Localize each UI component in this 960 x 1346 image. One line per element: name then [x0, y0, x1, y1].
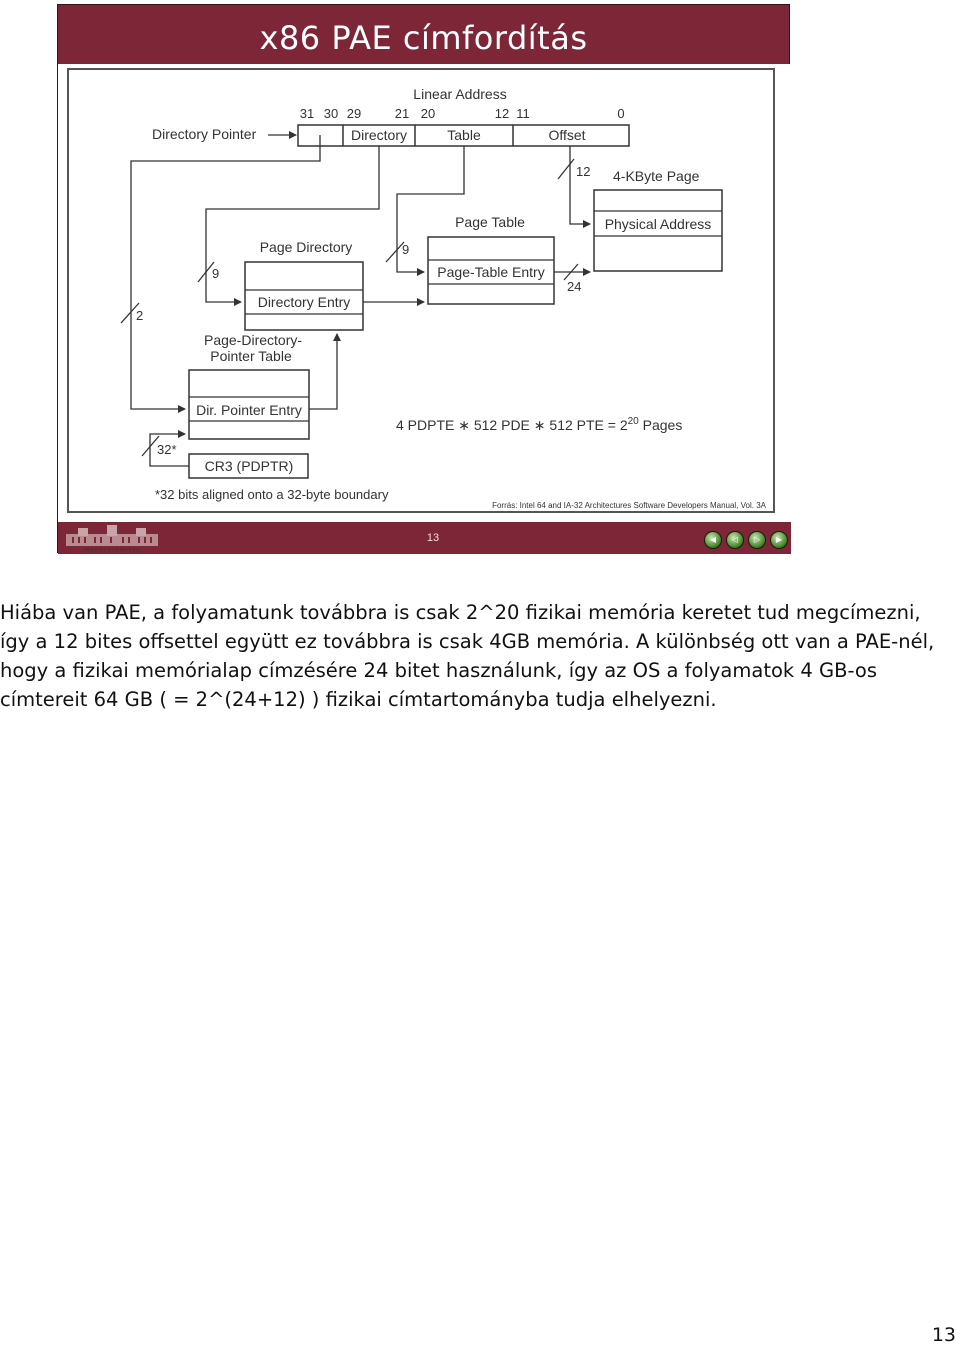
page-number: 13 [931, 1324, 956, 1346]
four-kbyte-page-label: 4-KByte Page [613, 168, 700, 184]
first-slide-icon[interactable]: ◀ [704, 531, 722, 549]
pdpt-title-line1: Page-Directory- [203, 332, 303, 348]
page-table-entry: Page-Table Entry [437, 264, 545, 280]
dir-pointer-entry: Dir. Pointer Entry [196, 402, 302, 418]
table-width-label: 9 [402, 242, 410, 257]
pages-formula: 4 PDPTE ∗ 512 PDE ∗ 512 PTE = $2^{20}$ Pages [396, 416, 683, 433]
footnote: *32 bits aligned onto a 32-byte boundary [155, 487, 389, 502]
bit-29-label: 29 [346, 106, 362, 121]
field-offset: Offset [548, 127, 586, 143]
bit-20-label: 20 [420, 106, 436, 121]
page-directory-title: Page Directory [259, 239, 353, 255]
physical-address-entry: Physical Address [604, 216, 712, 232]
page-table-title: Page Table [455, 214, 525, 230]
bit-30-label: 30 [323, 106, 339, 121]
dir-pointer-width-label: 2 [136, 308, 144, 323]
body-text: Hiába van PAE, a folyamatunk továbbra is csak 2^20 fizikai memória keretet tud megcímezni, így a 12 bites offsettel együtt ez továbbra is csak 4GB memória. A különbség ott van a PAE-nél, hogy a fizikai memórialap címzésére 24 bitet használunk, így az OS a folyamatok 4 GB-os címtereit 64 GB ( = 2^(24+12) ) fizikai címtartományba tudja elhelyezni. [0, 601, 935, 711]
svg-text:M Ű E G Y E T E M 1 7 8 2: M Ű E G Y E T E M 1 7 8 2 [85, 547, 139, 552]
last-slide-icon[interactable]: ▶ [770, 531, 788, 549]
slide [57, 4, 790, 553]
previous-slide-icon[interactable]: ◁ [726, 531, 744, 549]
next-slide-icon[interactable]: ▷ [748, 531, 766, 549]
bit-0-label: 0 [617, 106, 625, 121]
pae-translation-diagram [58, 64, 791, 522]
slide-title: x86 PAE címfordítás [259, 19, 588, 57]
bit-11-label: 11 [516, 106, 530, 121]
bit-21-label: 21 [394, 106, 410, 121]
pdpt-title-line2: Pointer Table [210, 348, 292, 364]
university-logo [64, 524, 160, 552]
linear-address-label: Linear Address [413, 86, 507, 102]
field-table: Table [447, 127, 481, 143]
pte-width-label: 24 [567, 279, 582, 294]
slide-canvas [58, 64, 791, 522]
bit-12-label: 12 [494, 106, 510, 121]
directory-width-label: 9 [212, 266, 220, 281]
cr3-width-label: 32* [157, 442, 177, 457]
slide-page-number: 13 [426, 532, 440, 544]
directory-pointer-label: Directory Pointer [152, 126, 257, 142]
directory-entry: Directory Entry [257, 294, 351, 310]
offset-width-label: 12 [576, 164, 591, 179]
slide-footer [58, 522, 791, 554]
field-directory: Directory [350, 127, 408, 143]
bit-31-label: 31 [299, 106, 315, 121]
cr3-label: CR3 (PDPTR) [204, 458, 294, 474]
source-note: Forrás: Intel 64 and IA-32 Architectures Software Developers Manual, Vol. 3A [492, 501, 766, 510]
